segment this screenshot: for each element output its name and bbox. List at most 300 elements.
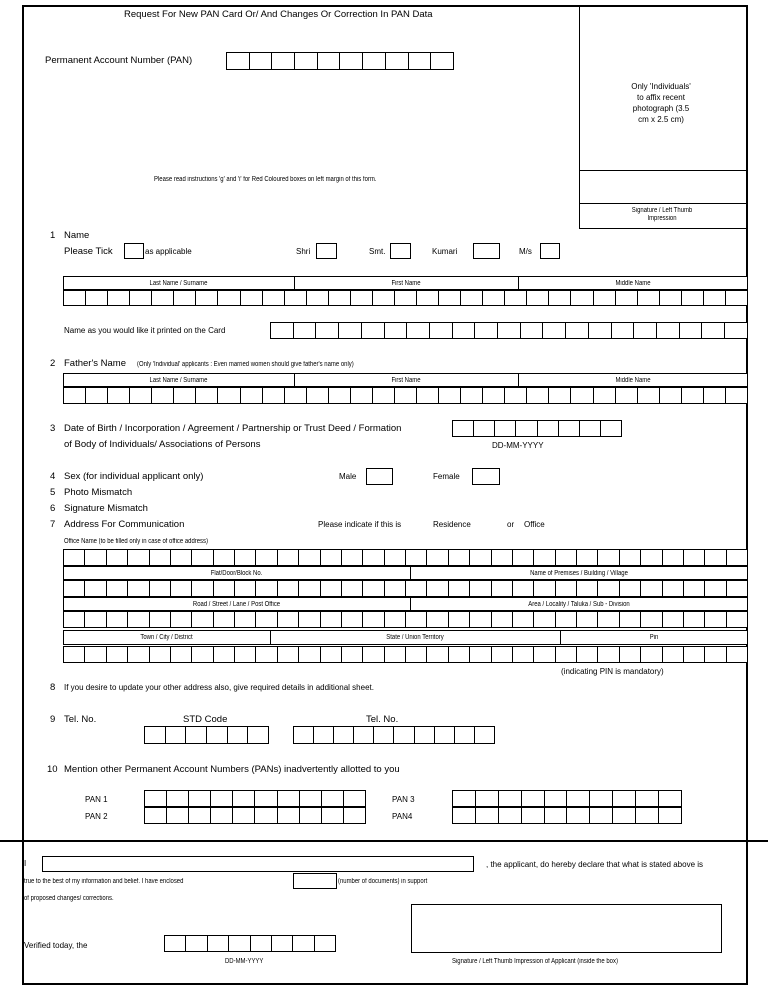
input-cell[interactable] [64, 290, 86, 306]
input-cell[interactable] [430, 322, 453, 339]
input-cell[interactable] [492, 646, 513, 663]
input-cell[interactable] [545, 790, 568, 807]
input-cell[interactable] [727, 646, 748, 663]
input-cell[interactable] [278, 807, 300, 824]
input-cell[interactable] [566, 322, 589, 339]
input-cell[interactable] [571, 290, 593, 306]
input-cell[interactable] [233, 790, 255, 807]
input-cell[interactable] [682, 290, 704, 306]
input-cell[interactable] [556, 611, 577, 628]
input-cell[interactable] [385, 549, 406, 566]
input-cell[interactable] [128, 549, 149, 566]
declarant-name-field[interactable] [42, 856, 474, 872]
input-cell[interactable] [85, 646, 106, 663]
input-cell[interactable] [704, 290, 726, 306]
input-cell[interactable] [406, 580, 427, 597]
input-cell[interactable] [406, 549, 427, 566]
male-checkbox[interactable] [366, 468, 393, 485]
office-option[interactable]: Office [524, 520, 545, 529]
input-cell[interactable] [427, 549, 448, 566]
input-cell[interactable] [598, 611, 619, 628]
input-cell[interactable] [505, 290, 527, 306]
input-cell[interactable] [684, 646, 705, 663]
input-cell[interactable] [513, 580, 534, 597]
input-cell[interactable] [492, 611, 513, 628]
input-cell[interactable] [725, 322, 748, 339]
input-cell[interactable] [499, 807, 522, 824]
input-cell[interactable] [211, 790, 233, 807]
input-cell[interactable] [521, 322, 544, 339]
input-cell[interactable] [354, 726, 374, 744]
input-cell[interactable] [171, 646, 192, 663]
input-cell[interactable] [150, 611, 171, 628]
input-cell[interactable] [470, 580, 491, 597]
input-cell[interactable] [107, 549, 128, 566]
input-cell[interactable] [641, 646, 662, 663]
input-cell[interactable] [85, 611, 106, 628]
input-cell[interactable] [495, 420, 516, 437]
input-cell[interactable] [150, 549, 171, 566]
town-cells[interactable] [63, 646, 748, 663]
input-cell[interactable] [278, 790, 300, 807]
input-cell[interactable] [363, 646, 384, 663]
input-cell[interactable] [344, 807, 366, 824]
input-cell[interactable] [255, 790, 277, 807]
input-cell[interactable] [516, 420, 537, 437]
input-cell[interactable] [727, 611, 748, 628]
input-cell[interactable] [620, 646, 641, 663]
input-cell[interactable] [474, 420, 495, 437]
input-cell[interactable] [461, 387, 483, 404]
input-cell[interactable] [152, 290, 174, 306]
input-cell[interactable] [241, 290, 263, 306]
input-cell[interactable] [663, 549, 684, 566]
input-cell[interactable] [449, 611, 470, 628]
input-cell[interactable] [613, 807, 636, 824]
input-cell[interactable] [483, 290, 505, 306]
input-cell[interactable] [307, 387, 329, 404]
input-cell[interactable] [171, 611, 192, 628]
input-cell[interactable] [435, 726, 455, 744]
input-cell[interactable] [278, 611, 299, 628]
input-cell[interactable] [577, 646, 598, 663]
input-cell[interactable] [214, 549, 235, 566]
road-cells[interactable] [63, 611, 748, 628]
documents-count-field[interactable] [293, 873, 337, 889]
input-cell[interactable] [439, 387, 461, 404]
input-cell[interactable] [527, 387, 549, 404]
input-cell[interactable] [321, 646, 342, 663]
input-cell[interactable] [130, 387, 152, 404]
input-cell[interactable] [342, 646, 363, 663]
input-cell[interactable] [145, 807, 167, 824]
tel-cells[interactable] [293, 726, 495, 744]
input-cell[interactable] [207, 726, 228, 744]
input-cell[interactable] [214, 646, 235, 663]
input-cell[interactable] [534, 646, 555, 663]
input-cell[interactable] [342, 611, 363, 628]
input-cell[interactable] [659, 790, 682, 807]
input-cell[interactable] [85, 549, 106, 566]
input-cell[interactable] [475, 726, 495, 744]
input-cell[interactable] [248, 726, 269, 744]
input-cell[interactable] [483, 387, 505, 404]
input-cell[interactable] [314, 726, 334, 744]
input-cell[interactable] [638, 387, 660, 404]
input-cell[interactable] [549, 387, 571, 404]
input-cell[interactable] [577, 611, 598, 628]
input-cell[interactable] [145, 790, 167, 807]
input-cell[interactable] [150, 580, 171, 597]
input-cell[interactable] [684, 580, 705, 597]
input-cell[interactable] [641, 611, 662, 628]
input-cell[interactable] [150, 646, 171, 663]
input-cell[interactable] [684, 611, 705, 628]
input-cell[interactable] [321, 580, 342, 597]
input-cell[interactable] [299, 646, 320, 663]
input-cell[interactable] [705, 646, 726, 663]
std-cells[interactable] [144, 726, 269, 744]
input-cell[interactable] [594, 387, 616, 404]
input-cell[interactable] [214, 580, 235, 597]
input-cell[interactable] [316, 322, 339, 339]
input-cell[interactable] [128, 646, 149, 663]
input-cell[interactable] [636, 807, 659, 824]
input-cell[interactable] [107, 580, 128, 597]
input-cell[interactable] [174, 290, 196, 306]
input-cell[interactable] [315, 935, 336, 952]
office-name-cells[interactable] [63, 549, 748, 566]
input-cell[interactable] [682, 387, 704, 404]
input-cell[interactable] [211, 807, 233, 824]
input-cell[interactable] [549, 290, 571, 306]
input-cell[interactable] [385, 580, 406, 597]
input-cell[interactable] [407, 322, 430, 339]
input-cell[interactable] [567, 790, 590, 807]
input-cell[interactable] [300, 807, 322, 824]
kumari-checkbox[interactable] [473, 243, 500, 259]
input-cell[interactable] [64, 549, 85, 566]
input-cell[interactable] [616, 290, 638, 306]
input-cell[interactable] [427, 611, 448, 628]
input-cell[interactable] [461, 290, 483, 306]
input-cell[interactable] [271, 322, 294, 339]
input-cell[interactable] [363, 549, 384, 566]
input-cell[interactable] [263, 290, 285, 306]
input-cell[interactable] [196, 387, 218, 404]
input-cell[interactable] [527, 290, 549, 306]
input-cell[interactable] [189, 807, 211, 824]
input-cell[interactable] [263, 387, 285, 404]
input-cell[interactable] [189, 790, 211, 807]
input-cell[interactable] [64, 387, 86, 404]
input-cell[interactable] [453, 790, 476, 807]
input-cell[interactable] [513, 611, 534, 628]
input-cell[interactable] [130, 290, 152, 306]
input-cell[interactable] [620, 580, 641, 597]
input-cell[interactable] [470, 611, 491, 628]
input-cell[interactable] [590, 807, 613, 824]
input-cell[interactable] [476, 790, 499, 807]
input-cell[interactable] [455, 726, 475, 744]
input-cell[interactable] [657, 322, 680, 339]
input-cell[interactable] [192, 580, 213, 597]
input-cell[interactable] [152, 387, 174, 404]
input-cell[interactable] [351, 387, 373, 404]
input-cell[interactable] [342, 549, 363, 566]
input-cell[interactable] [601, 420, 622, 437]
input-cell[interactable] [577, 580, 598, 597]
input-cell[interactable] [727, 549, 748, 566]
input-cell[interactable] [362, 322, 385, 339]
input-cell[interactable] [406, 611, 427, 628]
input-cell[interactable] [334, 726, 354, 744]
pan2-cells[interactable] [144, 807, 366, 824]
dob-cells[interactable] [452, 420, 622, 437]
input-cell[interactable] [660, 387, 682, 404]
input-cell[interactable] [344, 790, 366, 807]
input-cell[interactable] [363, 580, 384, 597]
input-cell[interactable] [108, 290, 130, 306]
pan-field[interactable] [226, 52, 454, 70]
input-cell[interactable] [85, 580, 106, 597]
input-cell[interactable] [107, 646, 128, 663]
input-cell[interactable] [663, 611, 684, 628]
input-cell[interactable] [534, 611, 555, 628]
input-cell[interactable] [108, 387, 130, 404]
input-cell[interactable] [727, 580, 748, 597]
input-cell[interactable] [64, 646, 85, 663]
input-cell[interactable] [192, 611, 213, 628]
input-cell[interactable] [439, 290, 461, 306]
input-cell[interactable] [470, 549, 491, 566]
input-cell[interactable] [339, 322, 362, 339]
input-cell[interactable] [616, 387, 638, 404]
input-cell[interactable] [285, 387, 307, 404]
input-cell[interactable] [492, 549, 513, 566]
input-cell[interactable] [395, 290, 417, 306]
input-cell[interactable] [285, 290, 307, 306]
input-cell[interactable] [589, 322, 612, 339]
input-cell[interactable] [278, 580, 299, 597]
input-cell[interactable] [385, 322, 408, 339]
input-cell[interactable] [294, 322, 317, 339]
input-cell[interactable] [235, 646, 256, 663]
input-cell[interactable] [453, 420, 474, 437]
verified-date-cells[interactable] [164, 935, 336, 952]
input-cell[interactable] [620, 549, 641, 566]
input-cell[interactable] [513, 549, 534, 566]
input-cell[interactable] [684, 549, 705, 566]
input-cell[interactable] [641, 549, 662, 566]
flat-cells[interactable] [63, 580, 748, 597]
input-cell[interactable] [636, 790, 659, 807]
input-cell[interactable] [128, 580, 149, 597]
input-cell[interactable] [322, 807, 344, 824]
input-cell[interactable] [726, 290, 748, 306]
input-cell[interactable] [453, 322, 476, 339]
input-cell[interactable] [174, 387, 196, 404]
input-cell[interactable] [663, 580, 684, 597]
input-cell[interactable] [299, 580, 320, 597]
input-cell[interactable] [256, 580, 277, 597]
input-cell[interactable] [128, 611, 149, 628]
input-cell[interactable] [86, 387, 108, 404]
input-cell[interactable] [278, 549, 299, 566]
input-cell[interactable] [534, 580, 555, 597]
ms-checkbox[interactable] [540, 243, 560, 259]
input-cell[interactable] [556, 549, 577, 566]
input-cell[interactable] [449, 549, 470, 566]
name-cells[interactable] [63, 290, 748, 306]
input-cell[interactable] [64, 611, 85, 628]
input-cell[interactable] [571, 387, 593, 404]
input-cell[interactable] [235, 611, 256, 628]
input-cell[interactable] [659, 807, 682, 824]
pan4-cells[interactable] [452, 807, 682, 824]
input-cell[interactable] [218, 387, 240, 404]
applicant-signature-box[interactable] [411, 904, 722, 953]
input-cell[interactable] [580, 420, 601, 437]
input-cell[interactable] [166, 726, 187, 744]
input-cell[interactable] [196, 290, 218, 306]
input-cell[interactable] [64, 580, 85, 597]
input-cell[interactable] [374, 726, 394, 744]
input-cell[interactable] [329, 290, 351, 306]
input-cell[interactable] [705, 580, 726, 597]
input-cell[interactable] [241, 387, 263, 404]
input-cell[interactable] [417, 387, 439, 404]
residence-option[interactable]: Residence [433, 520, 471, 529]
input-cell[interactable] [351, 290, 373, 306]
input-cell[interactable] [567, 807, 590, 824]
input-cell[interactable] [167, 807, 189, 824]
input-cell[interactable] [300, 790, 322, 807]
input-cell[interactable] [613, 790, 636, 807]
input-cell[interactable] [704, 387, 726, 404]
input-cell[interactable] [427, 580, 448, 597]
input-cell[interactable] [329, 387, 351, 404]
input-cell[interactable] [171, 580, 192, 597]
input-cell[interactable] [255, 807, 277, 824]
input-cell[interactable] [577, 549, 598, 566]
input-cell[interactable] [702, 322, 725, 339]
input-cell[interactable] [534, 549, 555, 566]
input-cell[interactable] [522, 807, 545, 824]
input-cell[interactable] [373, 290, 395, 306]
input-cell[interactable] [538, 420, 559, 437]
input-cell[interactable] [235, 580, 256, 597]
input-cell[interactable] [256, 646, 277, 663]
input-cell[interactable] [590, 790, 613, 807]
input-cell[interactable] [641, 580, 662, 597]
input-cell[interactable] [272, 935, 293, 952]
input-cell[interactable] [235, 549, 256, 566]
input-cell[interactable] [218, 290, 240, 306]
print-name-cells[interactable] [270, 322, 748, 339]
input-cell[interactable] [256, 611, 277, 628]
input-cell[interactable] [299, 549, 320, 566]
input-cell[interactable] [145, 726, 166, 744]
input-cell[interactable] [556, 580, 577, 597]
input-cell[interactable] [449, 580, 470, 597]
input-cell[interactable] [726, 387, 748, 404]
input-cell[interactable] [475, 322, 498, 339]
input-cell[interactable] [373, 387, 395, 404]
input-cell[interactable] [321, 549, 342, 566]
input-cell[interactable] [492, 580, 513, 597]
input-cell[interactable] [620, 611, 641, 628]
input-cell[interactable] [171, 549, 192, 566]
input-cell[interactable] [453, 807, 476, 824]
input-cell[interactable] [363, 611, 384, 628]
input-cell[interactable] [165, 935, 186, 952]
input-cell[interactable] [208, 935, 229, 952]
input-cell[interactable] [342, 580, 363, 597]
input-cell[interactable] [417, 290, 439, 306]
input-cell[interactable] [705, 611, 726, 628]
input-cell[interactable] [214, 611, 235, 628]
input-cell[interactable] [660, 290, 682, 306]
input-cell[interactable] [394, 726, 414, 744]
input-cell[interactable] [278, 646, 299, 663]
pan3-cells[interactable] [452, 790, 682, 807]
input-cell[interactable] [415, 726, 435, 744]
father-cells[interactable] [63, 387, 748, 404]
input-cell[interactable] [406, 646, 427, 663]
input-cell[interactable] [598, 580, 619, 597]
input-cell[interactable] [634, 322, 657, 339]
input-cell[interactable] [427, 646, 448, 663]
input-cell[interactable] [612, 322, 635, 339]
input-cell[interactable] [499, 790, 522, 807]
input-cell[interactable] [228, 726, 249, 744]
input-cell[interactable] [86, 290, 108, 306]
input-cell[interactable] [505, 387, 527, 404]
input-cell[interactable] [522, 790, 545, 807]
input-cell[interactable] [229, 935, 250, 952]
input-cell[interactable] [705, 549, 726, 566]
input-cell[interactable] [256, 549, 277, 566]
input-cell[interactable] [167, 790, 189, 807]
input-cell[interactable] [233, 807, 255, 824]
input-cell[interactable] [638, 290, 660, 306]
input-cell[interactable] [545, 807, 568, 824]
input-cell[interactable] [680, 322, 703, 339]
input-cell[interactable] [598, 549, 619, 566]
input-cell[interactable] [192, 646, 213, 663]
input-cell[interactable] [186, 935, 207, 952]
input-cell[interactable] [299, 611, 320, 628]
shri-checkbox[interactable] [316, 243, 337, 259]
input-cell[interactable] [594, 290, 616, 306]
input-cell[interactable] [385, 646, 406, 663]
input-cell[interactable] [559, 420, 580, 437]
input-cell[interactable] [107, 611, 128, 628]
input-cell[interactable] [192, 549, 213, 566]
input-cell[interactable] [449, 646, 470, 663]
input-cell[interactable] [251, 935, 272, 952]
input-cell[interactable] [470, 646, 491, 663]
pan1-cells[interactable] [144, 790, 366, 807]
input-cell[interactable] [543, 322, 566, 339]
input-cell[interactable] [395, 387, 417, 404]
input-cell[interactable] [663, 646, 684, 663]
input-cell[interactable] [321, 611, 342, 628]
input-cell[interactable] [307, 290, 329, 306]
tick-box[interactable] [124, 243, 144, 259]
input-cell[interactable] [556, 646, 577, 663]
